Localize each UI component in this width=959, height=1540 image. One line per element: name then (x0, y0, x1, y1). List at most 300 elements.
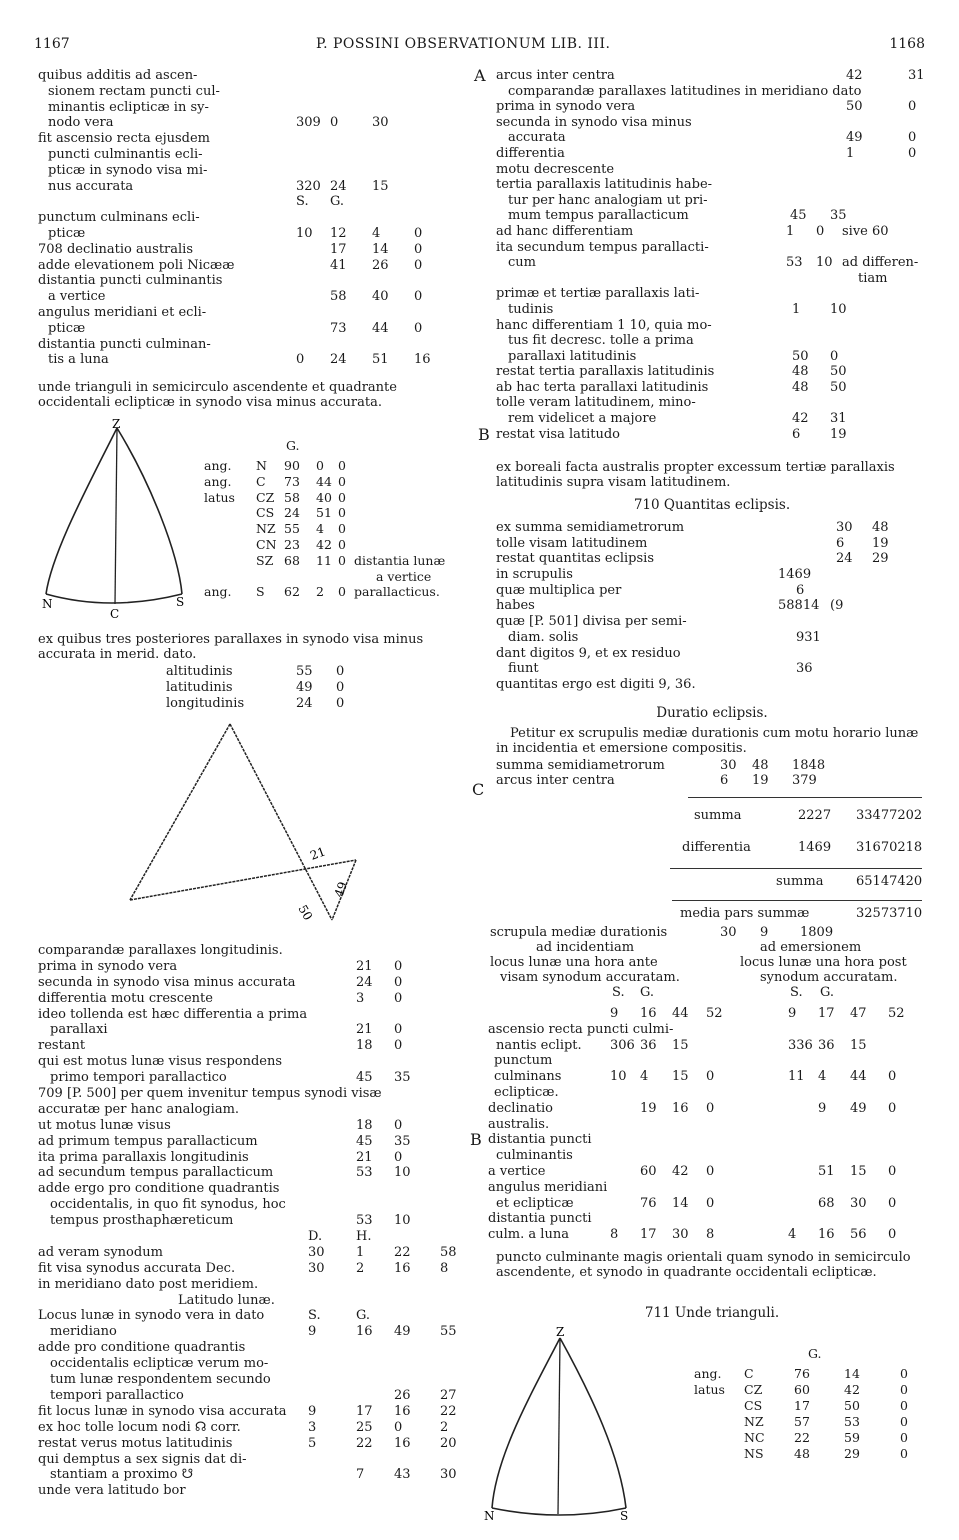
right-value: 0 (888, 1069, 897, 1085)
left-value: 8 (610, 1227, 619, 1243)
row-value: 44 (372, 320, 389, 336)
row-value: 0 (414, 225, 423, 241)
row-text: pticæ (48, 225, 86, 241)
duratio-row (496, 758, 928, 773)
row-value: 6 (792, 426, 801, 442)
row-value: 48 (792, 364, 809, 380)
sum-label: summa (694, 808, 742, 823)
sg-s-right: S. (790, 985, 803, 1000)
row-value: S. (308, 1308, 321, 1324)
parallax-min: 0 (336, 696, 345, 711)
row-value: 0 (394, 990, 403, 1006)
row-value: (9 (830, 598, 844, 614)
left-value: 0 (706, 1069, 715, 1085)
row-value: 9 (308, 1324, 317, 1340)
duratio-label: arcus inter centra (496, 773, 615, 788)
row-value: 22 (356, 1435, 373, 1451)
table-row (38, 1165, 458, 1181)
left-value: 15 (672, 1037, 689, 1053)
table-row (38, 179, 458, 195)
tri1-cell: 0 (338, 489, 346, 505)
row-value: H. (356, 1229, 372, 1245)
tri1-row (204, 569, 464, 585)
table-row (488, 1006, 928, 1022)
scrupula-b: 9 (760, 925, 769, 940)
right-value: 44 (850, 1069, 867, 1085)
row-text: quantitas ergo est digiti 9, 36. (496, 676, 696, 692)
row-value: 6 (796, 582, 805, 598)
row-value: 18 (356, 1117, 373, 1133)
tri3-cell: ang. (694, 1366, 722, 1381)
table-row (488, 1069, 928, 1085)
row-text: cum (508, 255, 536, 271)
table-row (38, 1007, 458, 1023)
right-value: 49 (850, 1100, 867, 1116)
tri3-cell: NS (744, 1446, 764, 1461)
tri1-row (204, 458, 464, 474)
tri2-label-a: 21 (308, 844, 328, 863)
row-value: 0 (908, 99, 917, 115)
row-text: tolle visam latitudinem (496, 535, 648, 551)
tri3-cell: 48 (794, 1446, 810, 1461)
tri1-header: G. (286, 438, 300, 453)
table-row (488, 1148, 928, 1164)
row-value: 49 (846, 130, 863, 146)
row-text: tis a luna (48, 352, 109, 368)
row-text: 708 declinatio australis (38, 241, 193, 257)
parallax-deg: 55 (296, 664, 313, 679)
right-value: 336 (788, 1037, 813, 1053)
table-row (38, 1229, 458, 1245)
duratio-rows (496, 758, 928, 788)
row-value: 51 (372, 352, 389, 368)
tri1-cell: 0 (338, 584, 346, 600)
table-row (38, 975, 458, 991)
right-value: 51 (818, 1163, 835, 1179)
tri1-label-s: S (176, 595, 185, 609)
parallax-deg: 24 (296, 696, 313, 711)
row-value: 15 (372, 178, 389, 194)
row-value: 42 (792, 411, 809, 427)
tri1-label-c: C (110, 607, 120, 621)
page-number-left: 1167 (34, 36, 70, 52)
tri3-cell: latus (694, 1382, 725, 1397)
table-row (38, 273, 458, 289)
row-value: 20 (440, 1435, 457, 1451)
duratio-text: Petitur ex scrupulis mediæ durationis cum motu horario lunæ in incidentia et emersione compositis. (496, 726, 919, 756)
row-text: tolle veram latitudinem, mino- (496, 395, 696, 411)
table-row (496, 255, 928, 271)
table-row (38, 1372, 458, 1388)
right-value: 0 (888, 1227, 897, 1243)
row-text: et eclipticæ (496, 1195, 574, 1211)
table-row (488, 1085, 928, 1101)
table-row (496, 99, 928, 115)
left-value: 19 (640, 1100, 657, 1116)
row-text: in meridiano dato post meridiem. (38, 1276, 259, 1292)
tri3-cell: 42 (844, 1382, 860, 1397)
tri1-cell: 23 (284, 536, 300, 552)
row-text: eclipticæ. (494, 1084, 559, 1100)
row-value: 0 (394, 1149, 403, 1165)
row-value: 30 (836, 520, 853, 535)
table-row (488, 1227, 928, 1243)
left-value: 10 (610, 1069, 627, 1085)
row-value: 6 (836, 535, 845, 551)
tri3-cell: 53 (844, 1414, 860, 1429)
row-text: ex hoc tolle locum nodi ☊ corr. (38, 1419, 241, 1435)
tri1-row (204, 505, 464, 521)
sum-label: differentia (682, 840, 751, 855)
left-value: 15 (672, 1069, 689, 1085)
parallax-name: altitudinis (166, 664, 233, 679)
row-value: 49 (394, 1324, 411, 1340)
tri1-cell: parallacticus. (354, 584, 440, 600)
row-value: 3 (356, 990, 365, 1006)
table-row (496, 598, 928, 614)
tri3-row (694, 1446, 924, 1462)
left-value: 76 (640, 1195, 657, 1211)
right-value: 0 (888, 1163, 897, 1179)
table-row (496, 130, 928, 146)
row-value: 31 (830, 411, 847, 427)
table-row (38, 1340, 458, 1356)
table-row (496, 333, 928, 349)
row-text: culminantis (496, 1148, 573, 1164)
row-text: Locus lunæ in synodo vera in dato (38, 1308, 265, 1324)
tri1-cell: CZ (256, 489, 275, 505)
row-text: unde vera latitudo bor (38, 1483, 186, 1499)
margin-letter-a: A (474, 66, 486, 85)
right-value: 4 (818, 1069, 827, 1085)
tri3-table (694, 1366, 924, 1462)
duratio-b: 48 (752, 758, 769, 773)
triangle-diagram-2 (120, 720, 370, 930)
row-value: 42 (846, 68, 863, 83)
table-row (496, 567, 928, 583)
row-text: restat tertia parallaxis latitudinis (496, 364, 715, 380)
row-value: sive 60 (842, 223, 889, 239)
row-value: 0 (908, 145, 917, 161)
row-text: parallaxi (50, 1022, 108, 1038)
row-text: diam. solis (508, 629, 579, 645)
table-row (38, 1293, 458, 1309)
parallax-deg: 49 (296, 680, 313, 695)
duratio-c: 379 (792, 773, 817, 788)
right-value: 4 (788, 1227, 797, 1243)
table-row (38, 100, 458, 116)
sum-row (496, 874, 926, 889)
row-value: 9 (308, 1403, 317, 1419)
tri3-cell: NZ (744, 1414, 764, 1429)
row-value: 931 (796, 629, 821, 645)
running-title: P. POSSINI OBSERVATIONUM LIB. III. (316, 36, 611, 52)
tri1-cell: 58 (284, 489, 300, 505)
row-text: 709 [P. 500] per quem invenitur tempus synodi visæ (38, 1086, 382, 1102)
row-text: accuratæ per hanc analogiam. (38, 1101, 240, 1117)
table-row (496, 551, 928, 567)
row-text: fit visa synodus accurata Dec. (38, 1260, 236, 1276)
table-row (38, 337, 458, 353)
row-text: ita secundum tempus parallacti- (496, 239, 709, 255)
tri3-cell: 0 (900, 1446, 908, 1461)
row-text: australis. (488, 1116, 550, 1132)
row-text: arcus inter centra (496, 68, 615, 83)
right-value: 68 (818, 1195, 835, 1211)
row-value: 50 (792, 348, 809, 364)
row-text: tudinis (508, 301, 554, 317)
scrupula-col-right: locus lunæ una hora post (740, 955, 907, 970)
section-710-title: 710 Quantitas eclipsis. (633, 497, 791, 513)
sum-a: 2227 (798, 808, 832, 823)
row-text: tempori parallactico (50, 1387, 184, 1403)
table-row (496, 271, 928, 287)
left-value: 60 (640, 1163, 657, 1179)
right-value: 56 (850, 1227, 867, 1243)
left-value: 0 (706, 1195, 715, 1211)
row-text: hanc differentiam 1 10, quia mo- (496, 317, 712, 333)
row-value: 58 (440, 1244, 457, 1260)
section-711-title: 711 Unde trianguli. (644, 1305, 780, 1321)
row-value: 25 (356, 1419, 373, 1435)
row-value: 48 (792, 379, 809, 395)
table-row (38, 1404, 458, 1420)
sum-b: 65147420 (856, 874, 923, 889)
scrupula-header (490, 955, 930, 970)
row-text: angulus meridiani (488, 1179, 608, 1195)
row-value: 17 (330, 241, 347, 257)
tri1-cell: S (256, 584, 265, 600)
row-text: accurata (508, 130, 566, 146)
row-value: 19 (872, 535, 889, 551)
table-row (496, 318, 928, 334)
row-text: adde pro conditione quadrantis (38, 1340, 246, 1356)
row-value: 0 (414, 241, 423, 257)
table-row (38, 289, 458, 305)
tri1-cell: C (256, 473, 266, 489)
left-value: 36 (640, 1037, 657, 1053)
tri2-label-b: 50 (295, 902, 316, 923)
row-text: ad hanc differentiam (496, 223, 634, 239)
parallax-min: 0 (336, 680, 345, 695)
row-text: motu decrescente (496, 161, 615, 177)
row-value: 0 (816, 223, 825, 239)
tri1-cell: a vertice (376, 568, 432, 584)
table-row (488, 1022, 928, 1038)
table-row (38, 1022, 458, 1038)
right-value: 15 (850, 1163, 867, 1179)
table-row (38, 68, 458, 84)
duratio-b: 19 (752, 773, 769, 788)
scrupula-line (490, 925, 930, 940)
tri3-header: G. (808, 1346, 822, 1361)
table-row (38, 1213, 458, 1229)
tri1-cell: 4 (316, 521, 324, 537)
right-value: 17 (818, 1006, 835, 1021)
tri1-cell: 0 (338, 473, 346, 489)
row-value: S. (296, 194, 309, 210)
tri3-cell: 60 (794, 1382, 810, 1397)
row-value: 45 (356, 1070, 373, 1086)
table-row (496, 208, 928, 224)
table-row (488, 1038, 928, 1054)
left-value: 44 (672, 1006, 689, 1021)
left-value: 4 (640, 1069, 649, 1085)
row-text: fit locus lunæ in synodo visa accurata (38, 1403, 287, 1419)
row-text: nus accurata (48, 178, 134, 194)
tri1-cell: latus (204, 489, 235, 505)
triangle-diagram-3 (480, 1326, 650, 1526)
table-row (38, 305, 458, 321)
row-text: secunda in synodo visa minus accurata (38, 974, 296, 990)
row-text: minantis eclipticæ in sy- (48, 99, 209, 115)
row-value: 5 (308, 1435, 317, 1451)
right-value: 15 (850, 1037, 867, 1053)
tri1-label-n: N (42, 597, 53, 611)
table-row (496, 661, 928, 677)
row-text: tempus prosthaphæreticum (50, 1213, 234, 1229)
row-value: G. (356, 1308, 371, 1324)
eclipse-quantity-block (496, 520, 928, 693)
row-text: a vertice (488, 1163, 546, 1179)
row-value: 0 (296, 352, 305, 368)
table-row (496, 177, 928, 193)
row-value: 27 (440, 1387, 457, 1403)
table-row (496, 395, 928, 411)
row-text: ad primum tempus parallacticum (38, 1133, 258, 1149)
row-text: quæ [P. 501] divisa per semi- (496, 614, 687, 630)
tri3-cell: CS (744, 1398, 763, 1413)
row-value: 0 (908, 130, 917, 146)
row-value: 35 (830, 208, 847, 224)
row-text: angulus meridiani et ecli- (38, 304, 207, 320)
row-text: sionem rectam puncti cul- (48, 83, 220, 99)
table-row (496, 583, 928, 599)
tri3-cell: 50 (844, 1398, 860, 1413)
table-row (496, 614, 928, 630)
row-text: comparandæ parallaxes longitudinis. (38, 943, 283, 958)
tri3-row (694, 1430, 924, 1446)
table-row (488, 1211, 928, 1227)
row-text: restant (38, 1038, 86, 1054)
left-value: 0 (706, 1163, 715, 1179)
triangle-diagram-1 (40, 417, 190, 621)
sum-b: 31670218 (856, 840, 923, 855)
scrupula-c: 1809 (800, 925, 834, 940)
tri1-cell: 0 (338, 458, 346, 473)
tri3-cell: 17 (794, 1398, 810, 1413)
table-row (38, 1436, 458, 1452)
parallax-row (166, 664, 366, 680)
row-text: nantis eclipt. (496, 1037, 582, 1053)
table-row (38, 242, 458, 258)
duratio-label: summa semidiametrorum (496, 758, 665, 773)
tri3-label-s: S (620, 1509, 629, 1523)
row-value: 24 (330, 178, 347, 194)
table-row (496, 240, 928, 256)
right-value: 9 (788, 1006, 797, 1021)
row-value: 1469 (778, 567, 812, 583)
tri1-cell: 0 (316, 458, 324, 473)
table-row (496, 146, 928, 162)
tri1-row (204, 521, 464, 537)
tri3-cell: 59 (844, 1430, 860, 1445)
row-text: tur per hanc analogiam ut pri- (508, 192, 708, 208)
row-value: tiam (858, 270, 888, 286)
row-text: ut motus lunæ visus (38, 1117, 171, 1133)
row-text: meridiano (50, 1324, 117, 1340)
row-text: qui est motus lunæ visus respondens (38, 1054, 283, 1070)
table-row (38, 1467, 458, 1483)
table-row (496, 162, 928, 178)
tri1-cell: distantia lunæ (354, 552, 446, 568)
tri3-cell: CZ (744, 1382, 763, 1397)
row-text: distantia puncti culminan- (38, 336, 211, 352)
table-row (38, 1197, 458, 1213)
row-text: fit ascensio recta ejusdem (38, 131, 210, 147)
tri1-cell: ang. (204, 473, 232, 489)
margin-letter-b: B (478, 425, 490, 444)
tri1-table (204, 458, 464, 600)
row-value: 24 (356, 974, 373, 990)
right-value: 36 (818, 1037, 835, 1053)
row-text: occidentalis eclipticæ verum mo- (50, 1356, 269, 1372)
tri1-row (204, 584, 464, 600)
table-row (38, 1134, 458, 1150)
row-text: in scrupulis (496, 567, 573, 583)
table-row (496, 115, 928, 131)
row-text: punctum (494, 1053, 553, 1069)
row-value: 2 (356, 1260, 365, 1276)
row-text: distantia puncti (488, 1211, 592, 1227)
row-text: quæ multiplica per (496, 582, 622, 598)
right-value: 30 (850, 1195, 867, 1211)
row-value: 30 (372, 115, 389, 131)
row-value: 22 (440, 1403, 457, 1419)
tri3-row (694, 1366, 924, 1382)
row-value: 0 (394, 1022, 403, 1038)
row-text: adde ergo pro conditione quadrantis (38, 1181, 280, 1197)
margin-letter-b-second: B (470, 1130, 482, 1149)
row-text: puncti culminantis ecli- (48, 146, 203, 162)
row-value: 1 (786, 223, 795, 239)
tri1-cell: 62 (284, 584, 300, 600)
rule-2 (670, 868, 922, 869)
table-row (496, 193, 928, 209)
row-value: 16 (356, 1324, 373, 1340)
row-value: 309 (296, 115, 321, 131)
row-value: 10 (394, 1213, 411, 1229)
row-text: comparandæ parallaxes latitudines in meridiano dato (508, 83, 862, 99)
table-row (38, 1308, 458, 1324)
row-value: 43 (394, 1467, 411, 1483)
left-value: 14 (672, 1195, 689, 1211)
left-value: 17 (640, 1227, 657, 1243)
row-text: distantia puncti culminantis (38, 273, 223, 289)
row-text: rem videlicet a majore (508, 411, 657, 427)
table-row (38, 1054, 458, 1070)
row-value: 0 (394, 958, 403, 974)
row-value: 30 (308, 1260, 325, 1276)
row-text: punctum culminans ecli- (38, 210, 200, 226)
tri1-cell: 0 (338, 521, 346, 537)
row-value: ad differen- (842, 255, 919, 271)
row-value: 24 (836, 551, 853, 567)
tri3-cell: NC (744, 1430, 765, 1445)
scrupula-sg (490, 985, 930, 1000)
tri1-cell: ang. (204, 458, 232, 473)
row-value: 26 (394, 1387, 411, 1403)
